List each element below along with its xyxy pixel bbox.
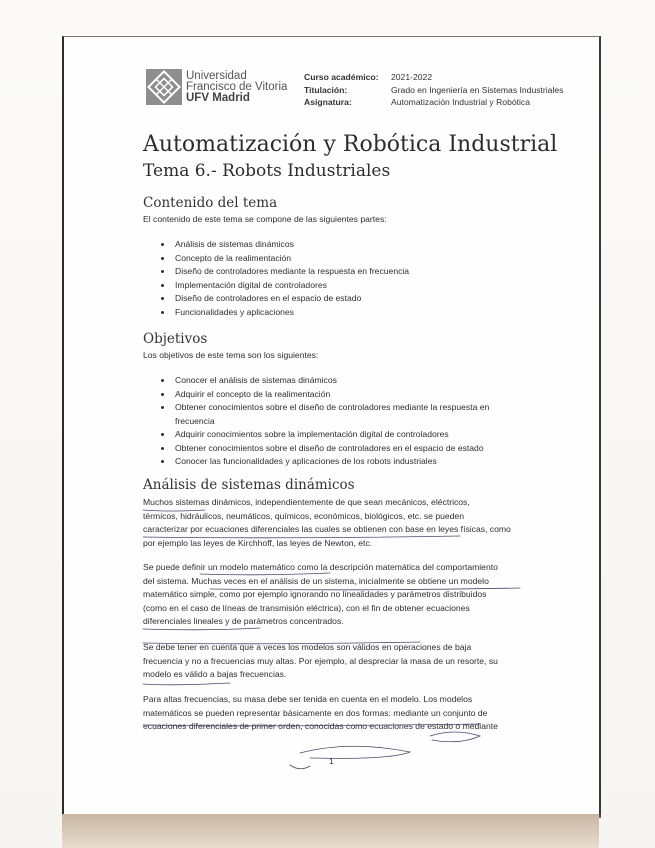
list-item: Conocer el análisis de sistemas dinámicos (160, 374, 505, 388)
text-line: caracterizar por ecuaciones diferenciales las cuales se obtienen con base en leyes físicas, como (143, 524, 511, 535)
ufv-logo-icon (146, 69, 182, 105)
list-item: Obtener conocimientos sobre el diseño de controladores en el espacio de estado (160, 442, 505, 456)
meta-key: Curso académico: (304, 72, 379, 82)
objetivos-intro: Los objetivos de este tema son los siguientes: (143, 350, 319, 360)
list-item: Análisis de sistemas dinámicos (160, 238, 520, 252)
contenido-intro: El contenido de este tema se compone de las siguientes partes: (143, 214, 387, 224)
course-meta (304, 71, 563, 109)
list-item: Funcionalidades y aplicaciones (160, 306, 520, 320)
document-title: Automatización y Robótica Industrial (143, 132, 558, 157)
text-line: frecuencia y no a frecuencias muy altas. Por ejemplo, al despreciar la masa de un resorte, su (143, 655, 498, 666)
meta-row-curso (304, 71, 563, 84)
list-item: Diseño de controladores en el espacio de estado (160, 292, 520, 306)
list-item: Diseño de controladores mediante la respuesta en frecuencia (160, 265, 520, 279)
list-item: Implementación digital de controladores (160, 279, 520, 293)
heading-objetivos: Objetivos (143, 331, 208, 347)
text-line: matemático simple, como por ejemplo ignorando no linealidades y parámetros distribuidos (143, 589, 487, 600)
text-line: Se debe tener en cuenta que a veces los modelos son válidos en operaciones de baja (143, 642, 472, 652)
heading-contenido: Contenido del tema (143, 195, 278, 211)
text-line: Para altas frecuencias, su masa debe ser tenida en cuenta en el modelo. Los modelos (143, 694, 473, 704)
university-line-2: Francisco de Vitoria (186, 81, 288, 93)
university-line-1: Universidad (186, 70, 247, 82)
list-item: Adquirir conocimientos sobre la implementación digital de controladores (160, 428, 505, 442)
text-line: Muchos sistemas dinámicos, independientemente de que sean mecánicos, eléctricos, (143, 497, 470, 507)
meta-key: Asignatura: (304, 97, 352, 107)
contenido-list (160, 238, 520, 319)
text-line: Se puede definir un modelo matemático como la descripción matemática del comportamiento (143, 562, 498, 572)
page-number: 1 (329, 756, 334, 766)
meta-value: 2021-2022 (391, 72, 433, 82)
meta-value: Automatización Industrial y Robótica (391, 97, 531, 107)
objetivos-list (160, 374, 505, 469)
analisis-paragraph-2 (143, 561, 523, 629)
university-name (186, 71, 287, 104)
document-subtitle: Tema 6.- Robots Industriales (143, 161, 391, 181)
meta-row-titulacion (304, 84, 563, 97)
text-line: ecuaciones diferenciales de primer orden, conocidas como ecuaciones de estado o mediante (143, 721, 498, 732)
analisis-paragraph-3 (143, 641, 523, 682)
list-item: Obtener conocimientos sobre el diseño de controladores mediante la respuesta en frecuencia (160, 401, 505, 428)
university-line-3: UFV Madrid (186, 92, 250, 104)
list-item: Conocer las funcionalidades y aplicaciones de los robots industriales (160, 455, 505, 469)
text-line: del sistema. Muchas veces en el análisis de un sistema, inicialmente se obtiene un modelo (143, 575, 489, 586)
analisis-paragraph-1 (143, 496, 523, 550)
text-line: matemáticos se pueden representar básicamente en dos formas: mediante un conjunto de (143, 707, 488, 718)
text-line: por ejemplo las leyes de Kirchhoff, las leyes de Newton, etc. (143, 537, 373, 548)
text-line: (como en el caso de líneas de transmisión eléctrica), con el fin de obtener ecuaciones (143, 602, 470, 613)
meta-value: Grado en Ingeniería en Sistemas Industriales (391, 84, 564, 95)
text-line: modelo es válido a bajas frecuencias. (143, 669, 287, 680)
analisis-paragraph-4 (143, 693, 523, 734)
heading-analisis: Análisis de sistemas dinámicos (143, 477, 355, 493)
meta-key: Titulación: (304, 84, 348, 95)
list-item: Adquirir el concepto de la realimentación (160, 388, 505, 402)
list-item: Concepto de la realimentación (160, 252, 520, 266)
text-line: térmicos, hidráulicos, neumáticos, químicos, económicos, biológicos, etc. se pueden (143, 510, 464, 521)
text-line: diferenciales lineales y de parámetros concentrados. (143, 616, 344, 627)
meta-row-asignatura (304, 96, 563, 109)
desk-surface (62, 814, 599, 848)
